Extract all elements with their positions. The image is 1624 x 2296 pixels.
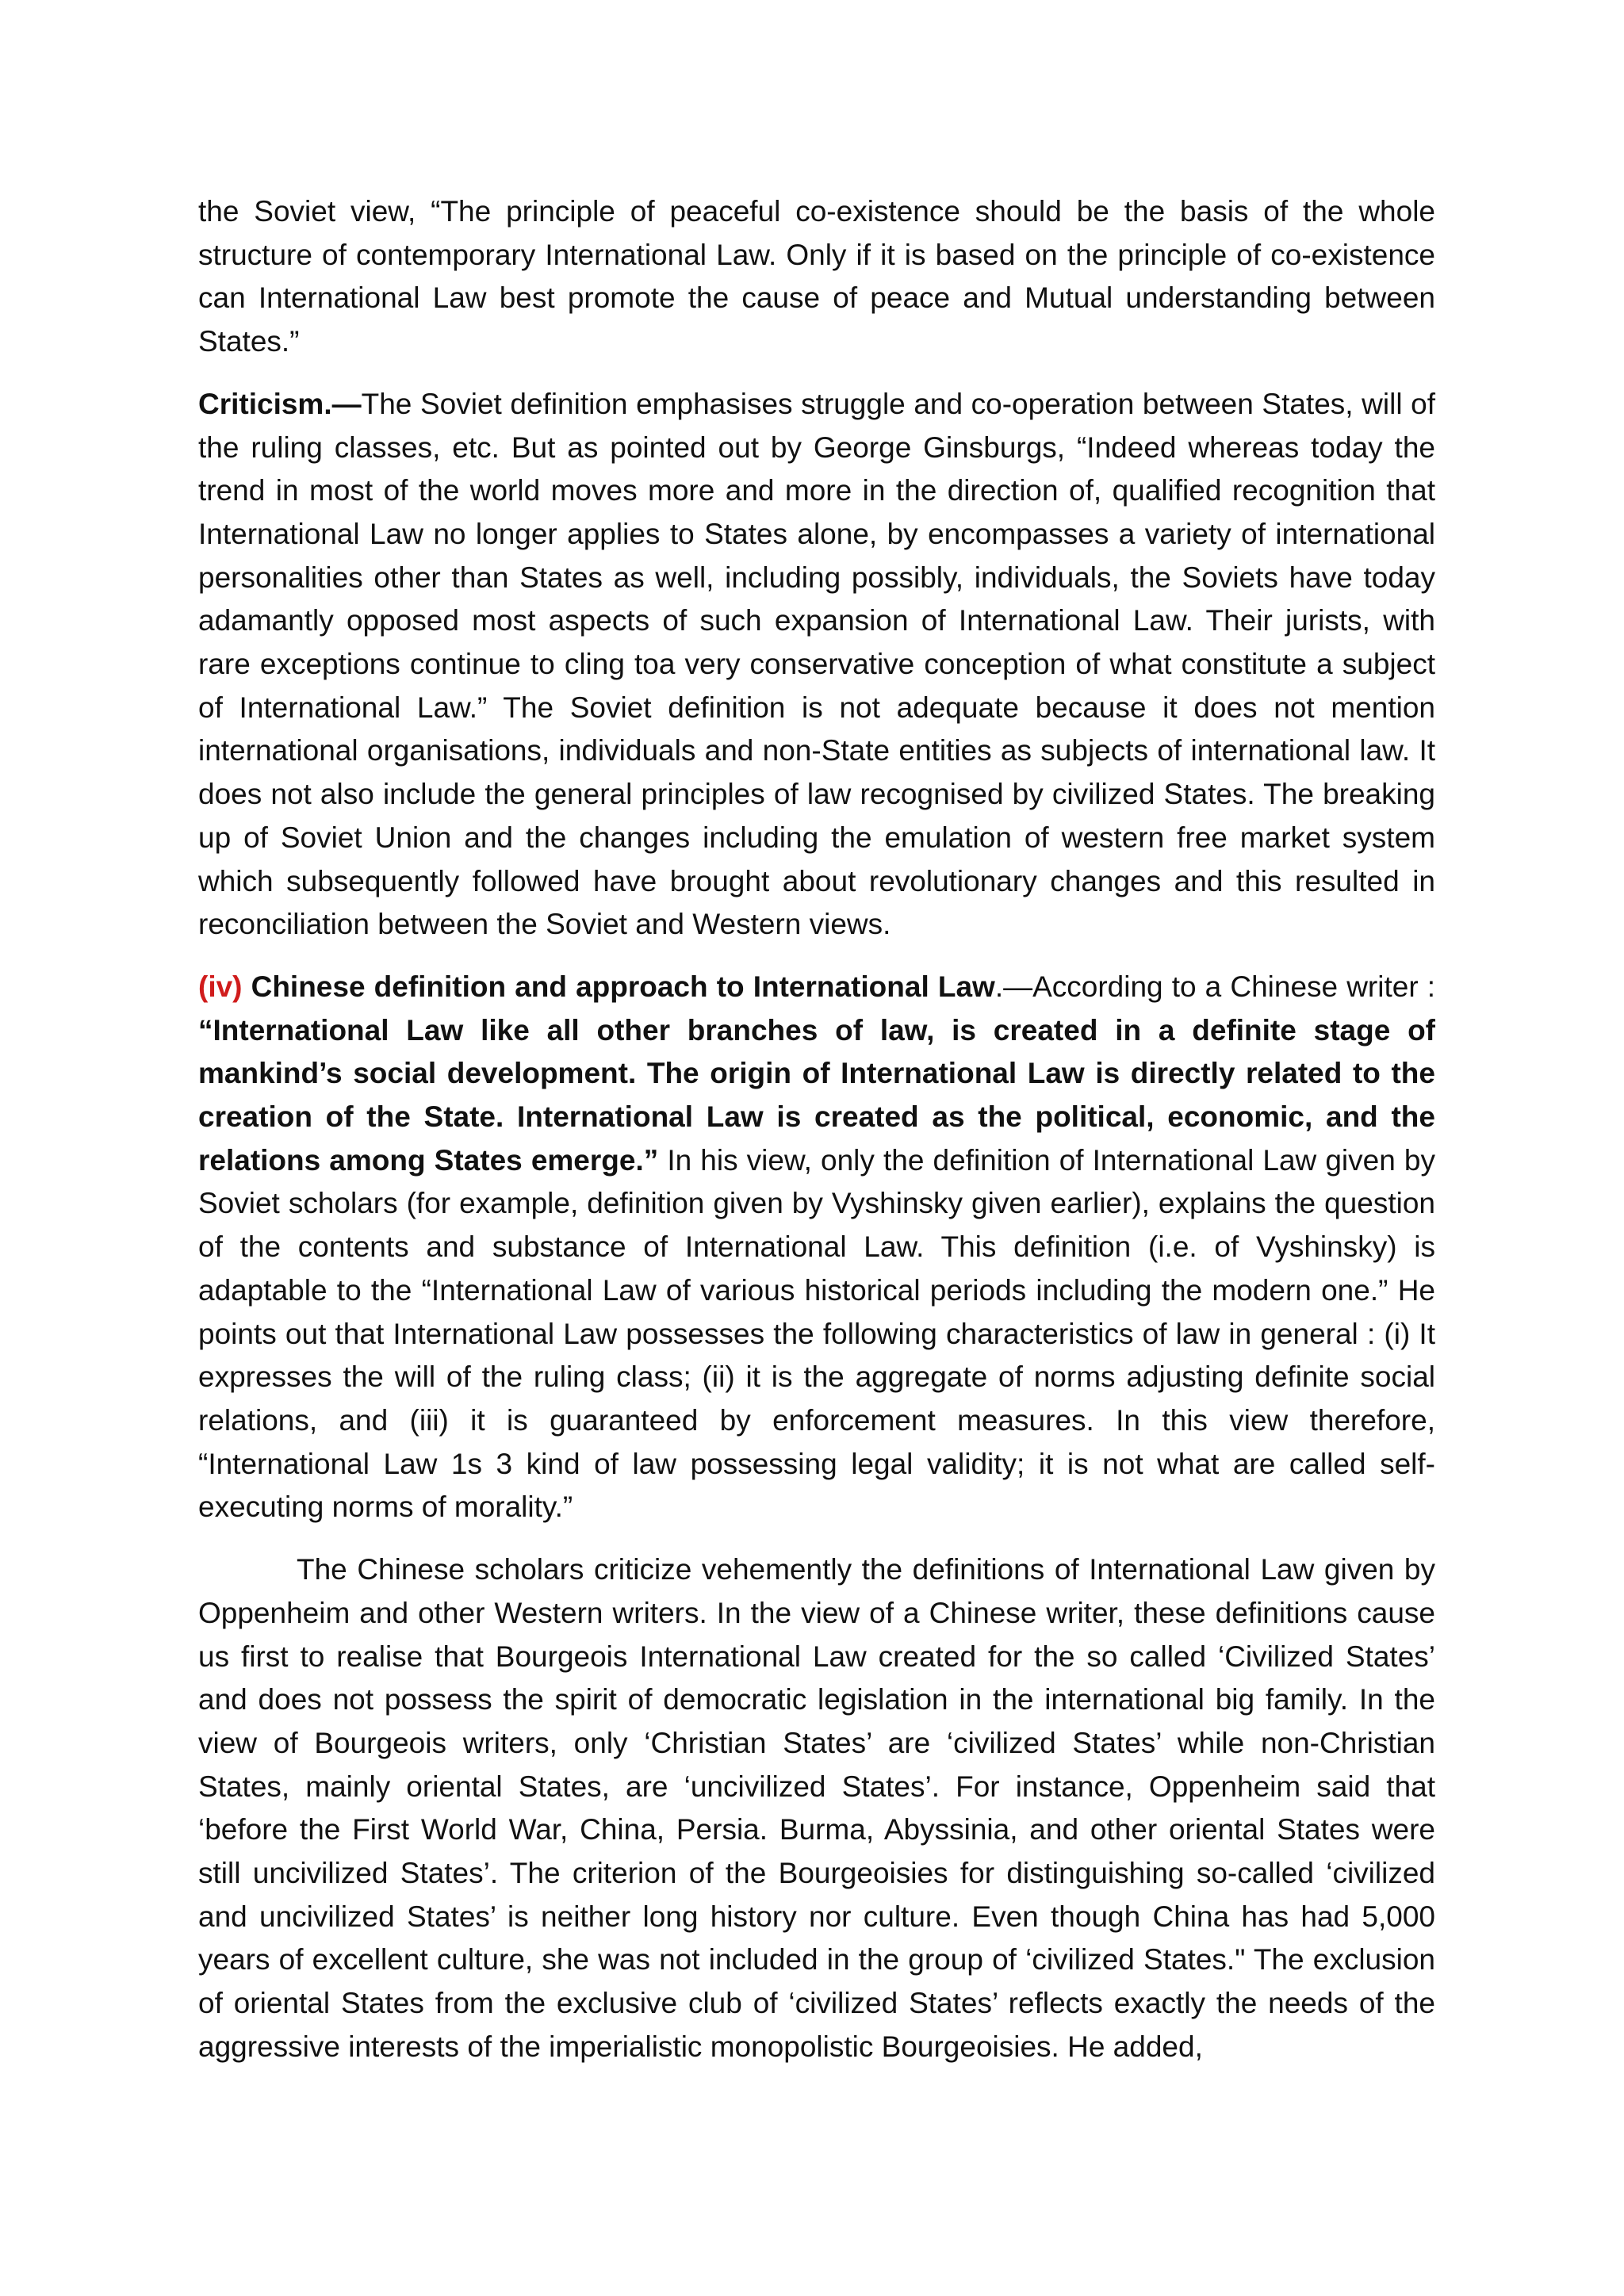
paragraph-criticism [198,383,1435,947]
paragraph-chinese-criticism [198,1548,1435,2068]
chinese-definition-quote: “International Law like all other branches of law, is created in a definite stage of mankind’s social development. The origin of International Law is directly related to the creation of the State. International Law is created as the political, economic, and the relations among States emerge.” [198,1013,1435,1177]
paragraph-text: In his view, only the definition of International Law given by Soviet scholars (for example, definition given by Vyshinsky given earlier), explains the question of the contents and substance of International Law. This definition (i.e. of Vyshinsky) is adaptable to the “International Law of various historical periods including the modern one.” He points out that International Law possesses the following characteristics of law in general : (i) It expresses the will of the ruling class; (ii) it is the aggregate of norms adjusting definite social relations, and (iii) it is guaranteed by enforcement measures. In this view therefore, “International Law 1s 3 kind of law possessing legal validity; it is not what are called self-executing norms of morality.” [198,1143,1435,1524]
paragraph-text: The Chinese scholars criticize vehemently the definitions of International Law given by Oppenheim and other Western writers. In the view of a Chinese writer, these definitions cause us first to realise that Bourgeois International Law created for the so called ‘Civilized States’ and does not possess the spirit of democratic legislation in the international big family. In the view of Bourgeois writers, only ‘Christian States’ are ‘civilized States’ while non-Christian States, mainly oriental States, are ‘uncivilized States’. For instance, Oppenheim said that ‘before the First World War, China, Persia. Burma, Abyssinia, and other oriental States were still uncivilized States’. The criterion of the Bourgeoisies for distinguishing so-called ‘civilized and uncivilized States’ is neither long history nor culture. Even though China has had 5,000 years of excellent culture, she was not included in the group of ‘civilized States." The exclusion of oriental States from the exclusive club of ‘civilized States’ reflects exactly the needs of the aggressive interests of the imperialistic monopolistic Bourgeoisies. He added, [198,1553,1435,2063]
paragraph-text: The Soviet definition emphasises struggle and co-operation between States, will of the ruling classes, etc. But as pointed out by George Ginsburgs, “Indeed whereas today the trend in most of the world moves more and more in the direction of, qualified recognition that International Law no longer applies to States alone, by encompasses a variety of international personalities other than States as well, including possibly, individuals, the Soviets have today adamantly opposed most aspects of such expansion of International Law. Their jurists, with rare exceptions continue to cling toa very conservative conception of what constitute a subject of International Law.” The Soviet definition is not adequate because it does not mention international organisations, individuals and non-State entities as subjects of international law. It does not also include the general principles of law recognised by civilized States. The breaking up of Soviet Union and the changes including the emulation of western free market system which subsequently followed have brought about revolutionary changes and this resulted in reconciliation between the Soviet and Western views. [198,387,1435,941]
section-lead: .—According to a Chinese writer : [994,970,1436,1003]
section-number: (iv) [198,970,243,1003]
criticism-heading: Criticism.— [198,387,362,420]
paragraph-soviet-view [198,190,1435,364]
paragraph-chinese-definition [198,966,1435,1529]
paragraph-text: the Soviet view, “The principle of peaceful co-existence should be the basis of the whole structure of contemporary International Law. Only if it is based on the principle of co-existence can International Law best promote the cause of peace and Mutual understanding between States.” [198,195,1435,358]
document-page [198,190,1435,2088]
section-heading: Chinese definition and approach to International Law [251,970,995,1003]
